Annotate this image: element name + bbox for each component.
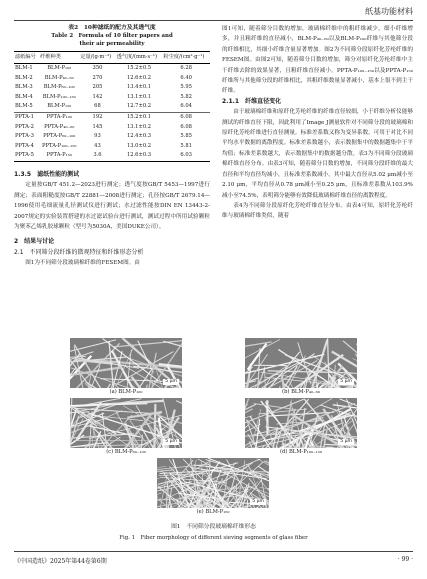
scale-bar-label: 5 μm — [165, 439, 177, 444]
table-cell: 3.6 — [79, 151, 115, 161]
table-cell: 6.28 — [180, 65, 192, 71]
table-cell: 5.95 — [180, 84, 192, 91]
panel-caption: (b) BLM-P₄₀₋₆₀ — [282, 389, 320, 395]
section-2-1-1-heading: 2.1.1 纤维直径变化 — [222, 97, 282, 105]
table-cell: 5.82 — [180, 93, 192, 100]
table-cell: PPTA-P₁₀₀ — [46, 113, 72, 120]
sem-image — [157, 458, 269, 508]
table-cell: 6.08 — [180, 123, 192, 130]
table-cell: 15.2±0.1 — [126, 113, 152, 120]
panel-caption: (a) BLM-P₁₀₀ — [109, 389, 143, 395]
section-1-3-5-body: 定量按GB/T 451.2—2023进行测定；透气度按GB/T 5453—1997进行测定；表面粗糙度按GB/T 22881—2008进行测定；孔径按GB/T 2679.14—1996使用毛细流量孔径测试仪进行测试；水过滤性能按DIN EN 13443-2-2007规定的实验装置搭建的水过滤试验台进行测试，测试过程中所用试验颗粒为聚苯乙烯乳胶球颗粒（型号为5030A，美国DUKE公司）。 — [14, 182, 210, 230]
sem-image — [245, 338, 357, 388]
table-row — [14, 123, 210, 133]
scale-bar-label: 5 μm — [252, 499, 264, 504]
table-cell: PPTA-P₆₀₋₁₀₀ — [43, 133, 76, 140]
table-row — [14, 102, 210, 112]
table-cell: 43 — [94, 142, 101, 149]
table-row — [14, 93, 210, 103]
table-row — [14, 74, 210, 84]
table-cell: 192 — [92, 113, 103, 120]
table-cell: BLM-4 — [15, 93, 33, 100]
table-cell: 142 — [92, 93, 103, 100]
table-cell: 6.03 — [162, 151, 210, 161]
table-title-en-2: their air permeability — [79, 41, 145, 47]
table-header-cell: 粉尘度/(cm²·g⁻¹) — [162, 52, 210, 64]
journal-citation: 《中国造纸》2025年第44卷第6期 — [14, 558, 107, 565]
scale-bar-label: 5 μm — [340, 439, 352, 444]
right-paragraph-1: 图1可知，随着筛分目数的增加，玻璃棉纤维中的粗纤维减少，细小纤维增多，并且粗纤维的直径减小，BLM-P₄₀₋₆₀以及BLM-P₁₀₀纤维与其他筛分段的纤维相比，其细小纤维含量显著增加。图2为不同筛分段原纤化芳纶纤维的FESEM图。由图2可知，随着筛分目数的增加，筛分对原纤化芳纶纤维中主干纤维去除的效果显著，且粗纤维直径减小。PPTA-P₁₀₀₋₁₅₀以及PPTA-P₁₅₀纤维所与其他筛分段的纤维相比，其粗纤维数量显著减小，基本上很不到主干纤维。 — [222, 26, 413, 95]
table-cell: 5.81 — [180, 142, 192, 149]
table-cell: 6.04 — [162, 102, 210, 112]
table-header-cell: 定量/(g·m⁻²) — [79, 52, 115, 64]
table-header-cell: 透气度/(mm·s⁻¹) — [116, 52, 163, 64]
section-2-1-heading: 2.1 不同筛分段纤维的微观特征和纤维形态分析 — [14, 248, 144, 256]
table-title-cn: 表2 10种滤纸的配方及其透气度 — [68, 25, 156, 31]
table-cell: PPTA-P₁₅₀ — [39, 151, 79, 161]
table-cell: 13.1±0.2 — [126, 123, 152, 130]
sem-image — [70, 398, 182, 448]
panel-caption: (d) BLM-P₁₀₀₋₁₅₀ — [279, 449, 323, 455]
panel-caption: (e) BLM-P₁₅₀ — [196, 509, 230, 515]
header-rule — [14, 20, 413, 21]
table-cell: 68 — [79, 102, 115, 112]
table-header-cell: 滤纸编号 — [14, 52, 39, 64]
table-cell: 15.2±0.5 — [126, 65, 152, 71]
right-paragraph-3: 表4为不同筛分段原纤化芳纶纤维直径分布。由表4可知，原纤化芳纶纤维与玻璃棉纤维类似，随着 — [222, 202, 413, 220]
table-row — [14, 64, 210, 74]
table-cell: 205 — [92, 84, 103, 91]
table-row — [14, 142, 210, 152]
table-cell: 13.0±0.2 — [126, 142, 152, 149]
right-column — [222, 24, 413, 222]
table-cell: PPTA-3 — [15, 133, 34, 140]
table-header-row — [14, 52, 210, 64]
table-cell: 13.1±0.1 — [126, 93, 152, 100]
right-paragraph-2: 由于玻璃棉纤维和原纤化芳纶纤维的纤维直径较细，小于纤维分析仪能够测试的纤维直径下限，因此利用了Image J测量软件对不同筛分段的玻璃棉和原纤化芳纶纤维进行直径测量。标准差系数又称为变异系数，可用于对比不同平均水平数据的离散程度。标准差系数越小，表示数据集中的数据越集中于平均值；标准差系数越大，表示数据集中的数据越分散。表3为不同筛分段玻璃棉纤维直径分布。由表3可知，随着筛分目数的增加，不同筛分段纤维的最大直径和平均直径均减小，且标准差系数减小。其中最大直径从5.02 μm减小至2.10 μm，平均直径从0.78 μm减小至0.25 μm，且标准差系数从103.9%减小至74.5%，表明筛分能够有效降低玻璃棉纤维直径的离散程度。 — [222, 109, 413, 199]
panel-caption: (c) BLM-P₆₀₋₁₀₀ — [106, 449, 146, 455]
scale-bar-label: 5 μm — [165, 379, 177, 384]
table-cell: 350 — [92, 65, 103, 71]
left-column — [14, 24, 210, 269]
table-cell: 12.6±0.2 — [126, 74, 152, 81]
scale-bar-label: 5 μm — [340, 379, 352, 384]
table-cell: 145 — [92, 123, 103, 130]
table-header-cell: 纤维种类 — [39, 52, 79, 64]
table-cell: 13.4±0.1 — [126, 84, 152, 91]
sem-image — [70, 338, 182, 388]
table-row — [14, 151, 210, 161]
table-cell: BLM-P₁₀₀₋₁₅₀ — [42, 93, 76, 100]
table-cell: 5.85 — [180, 133, 192, 140]
table-cell: 12.4±0.3 — [126, 133, 152, 140]
table-cell: PPTA-2 — [15, 123, 34, 130]
table-cell: 93 — [94, 133, 101, 140]
table-row — [14, 112, 210, 122]
table-row — [14, 132, 210, 142]
figure-caption-en: Fig. 1 Fiber morphology of different sieving segments of glass fiber — [119, 535, 308, 541]
page-number: · 99 · — [397, 556, 413, 563]
table-cell: BLM-P₁₀₀ — [47, 65, 72, 71]
table-cell: BLM-P₄₀₋₆₀ — [44, 74, 74, 81]
table-cell: PPTA-P₁₀₀₋₁₅₀ — [42, 142, 77, 149]
filter-paper-table — [14, 51, 210, 162]
table-cell: BLM-1 — [15, 65, 33, 71]
figure-caption-cn: 图1 不同筛分段玻璃棉纤维形态 — [171, 524, 256, 530]
section-1-3-5-heading: 1.3.5 滤纸性能的测试 — [14, 170, 80, 178]
table-cell: BLM-3 — [15, 84, 33, 91]
table-cell: BLM-5 — [14, 102, 39, 112]
table-cell: BLM-2 — [15, 74, 33, 81]
table-title-en-1: Table 2 Formula of 10 filter papers and — [51, 33, 173, 39]
section-2-1-body: 图1为不同筛分段玻璃棉纤维的FESEM图。由 — [25, 260, 140, 267]
table-row — [14, 83, 210, 93]
table-cell: 6.40 — [180, 74, 192, 81]
table-cell: 12.6±0.3 — [116, 151, 163, 161]
table-cell: BLM-P₁₅₀ — [39, 102, 79, 112]
table-cell: BLM-P₆₀₋₁₀₀ — [43, 84, 75, 91]
table-cell: PPTA-1 — [15, 113, 34, 120]
table-cell: 6.08 — [180, 113, 192, 120]
section-2-heading: 2 结果与讨论 — [14, 238, 55, 246]
journal-section-header: 纸基功能材料 — [365, 7, 413, 16]
footer-rule — [14, 551, 413, 552]
table-cell: 12.7±0.2 — [116, 102, 163, 112]
table-cell: PPTA-4 — [15, 142, 34, 149]
table-cell: 270 — [92, 74, 103, 81]
table-cell: PPTA-P₄₀₋₆₀ — [44, 123, 75, 130]
sem-image — [245, 398, 357, 448]
table-cell: PPTA-5 — [14, 151, 39, 161]
